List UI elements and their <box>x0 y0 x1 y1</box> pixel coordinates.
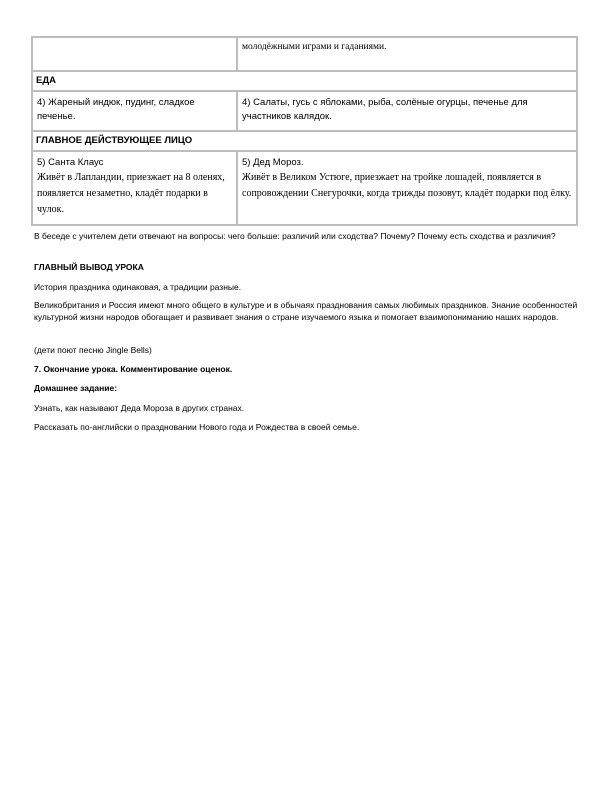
table-cell: 4) Салаты, гусь с яблоками, рыба, солёные огурцы, печенье для участников калядок. <box>237 91 577 131</box>
table-row <box>32 91 577 131</box>
comparison-table <box>31 36 578 226</box>
conclusion-heading: ГЛАВНЫЙ ВЫВОД УРОКА <box>34 262 144 272</box>
table-row <box>32 37 577 71</box>
table-row <box>32 151 577 225</box>
conclusion-paragraph-1: История праздника одинаковая, а традиции разные. <box>34 282 242 292</box>
cell-text: Живёт в Великом Устюге, приезжает на тройке лошадей, появляется в сопровождении Снегурочки, когда трижды позовут, кладёт подарки под ёлку. <box>242 172 572 199</box>
song-note: (дети поют песню Jingle Bells) <box>34 345 152 355</box>
table-cell <box>32 151 237 225</box>
cell-text: Живёт в Лапландии, приезжает на 8 оленях, появляется незаметно, кладёт подарки в чулок. <box>37 172 225 215</box>
table-cell <box>237 151 577 225</box>
table-cell <box>32 37 237 71</box>
homework-heading: Домашнее задание: <box>34 383 118 393</box>
question-paragraph: В беседе с учителем дети отвечают на вопросы: чего больше: различий или сходства? Почему? Почему есть сходства и различия? <box>34 231 556 241</box>
homework-item-2: Рассказать по-английски о праздновании Нового года и Рождества в своей семье. <box>34 422 360 432</box>
end-of-lesson-heading: 7. Окончание урока. Комментирование оценок. <box>34 364 233 374</box>
cell-title: 5) Дед Мороз. <box>242 157 304 168</box>
section-heading-food: ЕДА <box>32 71 577 91</box>
section-heading-main-character: ГЛАВНОЕ ДЕЙСТВУЮЩЕЕ ЛИЦО <box>32 131 577 151</box>
conclusion-paragraph-2: Великобритания и Россия имеют много общего в культуре и в обычаях празднования самых любимых праздников. Знание особенностей культурной жизни народов обогащает и развивает знания о стране изучаемого языка и помогает взаимопониманию наших народов. <box>34 300 578 322</box>
table-cell: 4) Жареный индюк, пудинг, сладкое печенье. <box>32 91 237 131</box>
homework-item-1: Узнать, как называют Деда Мороза в других странах. <box>34 403 245 413</box>
table-row <box>32 131 577 151</box>
table-cell: молодёжными играми и гаданиями. <box>237 37 577 71</box>
table-row <box>32 71 577 91</box>
cell-title: 5) Санта Клаус <box>37 157 104 168</box>
